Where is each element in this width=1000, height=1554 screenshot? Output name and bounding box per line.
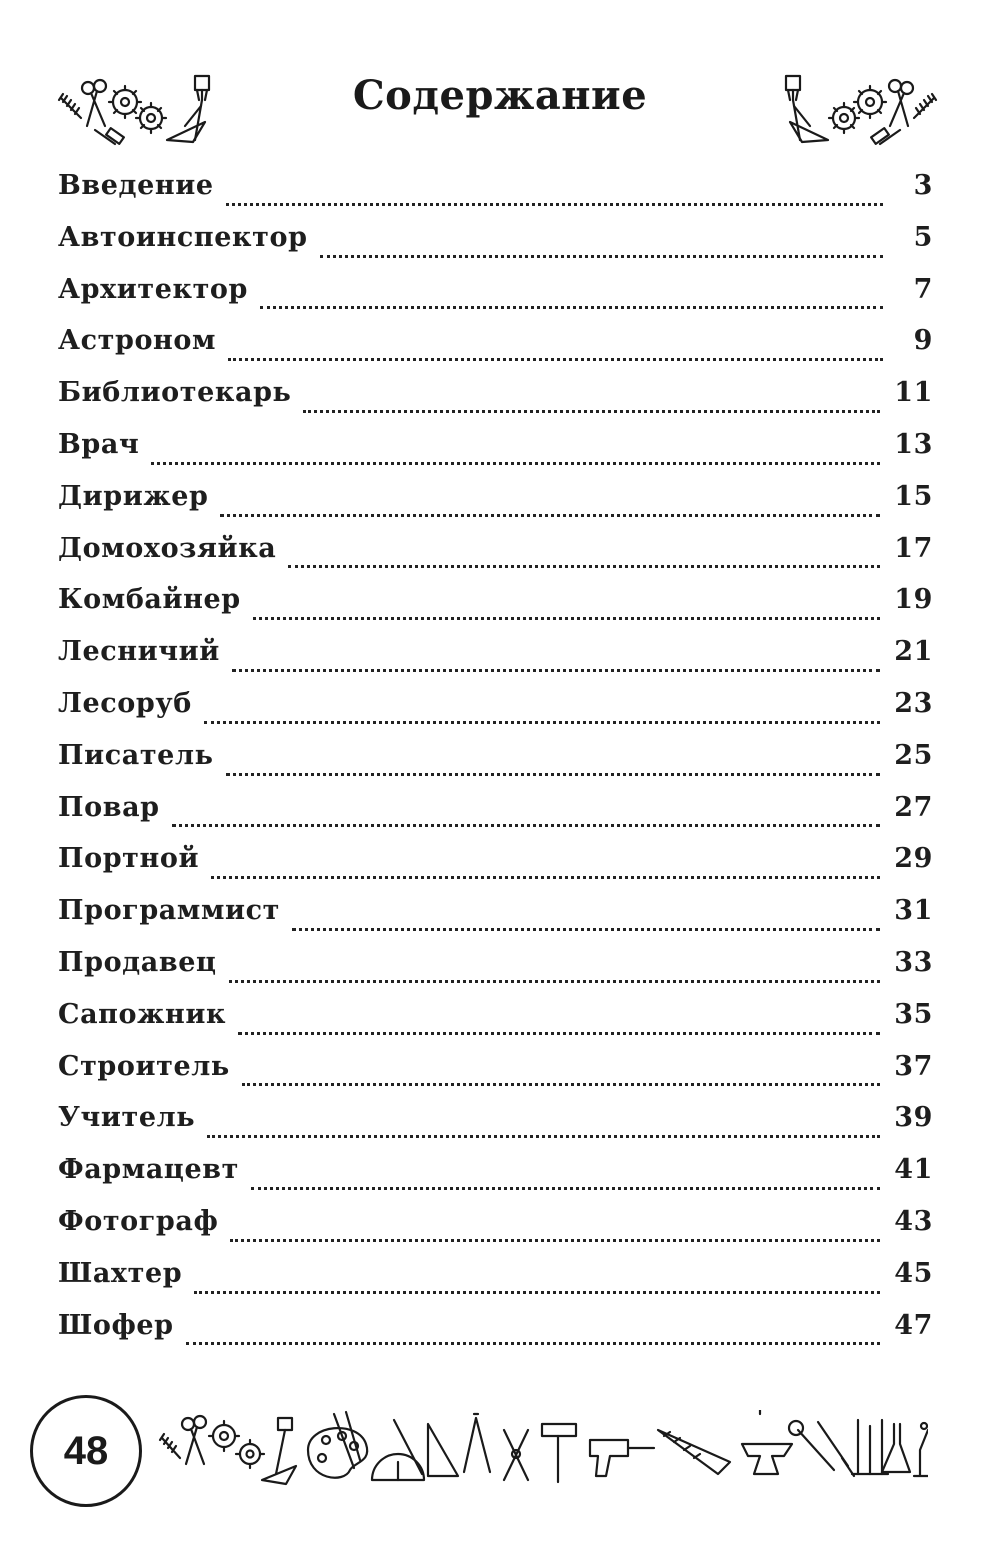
toc-leader-dots	[288, 561, 880, 568]
toc-entry-label: Повар	[58, 791, 160, 823]
toc-entry-label: Писатель	[58, 739, 214, 771]
toc-leader-dots	[204, 717, 880, 724]
toc-entry[interactable]	[58, 1051, 933, 1103]
toc-leader-dots	[151, 458, 880, 465]
toc-entry-page: 45	[894, 1257, 933, 1289]
toc-entry-page: 43	[894, 1205, 933, 1237]
toc-entry-label: Учитель	[58, 1102, 196, 1134]
toc-entry-page: 25	[894, 739, 933, 771]
toc-entry-page: 33	[894, 946, 933, 978]
toc-entry-page: 13	[894, 428, 933, 460]
toc-entry-label: Астроном	[58, 325, 217, 357]
toc-entry-label: Продавец	[58, 946, 217, 978]
toc-leader-dots	[186, 1338, 881, 1345]
toc-entry[interactable]	[58, 170, 933, 222]
toc-entry-label: Домохозяйка	[58, 532, 277, 564]
toc-entry[interactable]	[58, 481, 933, 533]
toc-leader-dots	[242, 1079, 880, 1086]
toc-entry[interactable]	[58, 222, 933, 274]
toc-entry-page: 5	[913, 221, 933, 253]
toc-entry-label: Архитектор	[58, 273, 249, 305]
page-header	[0, 60, 1000, 150]
toc-entry[interactable]	[58, 843, 933, 895]
toc-entry-label: Строитель	[58, 1050, 230, 1082]
toc-entry-label: Лесоруб	[58, 687, 192, 719]
toc-entry-label: Врач	[58, 428, 140, 460]
toc-entry-label: Фармацевт	[58, 1154, 239, 1186]
toc-entry-label: Автоинспектор	[58, 221, 308, 253]
toc-entry[interactable]	[58, 1102, 933, 1154]
toc-leader-dots	[232, 665, 880, 672]
toc-leader-dots	[292, 924, 880, 931]
toc-leader-dots	[320, 251, 883, 258]
toc-entry-page: 17	[894, 532, 933, 564]
toc-entry-page: 19	[894, 584, 933, 616]
toc-entry-page: 31	[894, 895, 933, 927]
toc-leader-dots	[253, 613, 880, 620]
toc-entry[interactable]	[58, 325, 933, 377]
toc-entry[interactable]	[58, 895, 933, 947]
toc-entry-page: 47	[894, 1309, 933, 1341]
page-footer	[0, 1390, 1000, 1520]
toc-entry-page: 15	[894, 480, 933, 512]
toc-entry[interactable]	[58, 274, 933, 326]
toc-entry-page: 9	[913, 325, 933, 357]
toc-entry[interactable]	[58, 999, 933, 1051]
toc-entry-page: 7	[913, 273, 933, 305]
page-number-badge: 48	[30, 1395, 142, 1507]
toc-entry-page: 11	[894, 377, 933, 409]
toc-entry-page: 35	[894, 998, 933, 1030]
toc-leader-dots	[220, 510, 880, 517]
toc-entry-label: Программист	[58, 895, 281, 927]
toc-leader-dots	[260, 302, 883, 309]
toc-entry-label: Введение	[58, 170, 214, 201]
toc-entry-label: Шахтер	[58, 1257, 183, 1289]
toc-leader-dots	[228, 354, 883, 361]
toc-entry-label: Фотограф	[58, 1205, 219, 1237]
toc-entry-page: 23	[894, 687, 933, 719]
toc-leader-dots	[211, 872, 880, 879]
toc-leader-dots	[226, 769, 881, 776]
toc-entry-page: 37	[894, 1050, 933, 1082]
toc-entry-page: 21	[894, 636, 933, 668]
toc-entry[interactable]	[58, 533, 933, 585]
toc-leader-dots	[251, 1183, 880, 1190]
toc-entry-page: 3	[913, 170, 933, 201]
toc-leader-dots	[207, 1131, 880, 1138]
toc-entry-page: 27	[894, 791, 933, 823]
toc-leader-dots	[229, 976, 881, 983]
table-of-contents	[58, 170, 933, 1361]
toc-leader-dots	[238, 1028, 880, 1035]
tools-ornament-icon	[770, 70, 940, 150]
toc-entry[interactable]	[58, 1154, 933, 1206]
toc-entry-label: Дирижер	[58, 480, 209, 512]
toc-entry-page: 29	[894, 843, 933, 875]
toc-leader-dots	[194, 1287, 880, 1294]
toc-entry[interactable]	[58, 1206, 933, 1258]
toc-entry[interactable]	[58, 740, 933, 792]
professions-tools-strip-icon	[158, 1410, 928, 1490]
toc-entry-page: 41	[894, 1154, 933, 1186]
toc-entry[interactable]	[58, 636, 933, 688]
toc-entry-label: Шофер	[58, 1309, 174, 1341]
toc-entry[interactable]	[58, 429, 933, 481]
toc-leader-dots	[303, 406, 880, 413]
toc-entry-label: Комбайнер	[58, 584, 241, 616]
toc-entry-label: Сапожник	[58, 998, 227, 1030]
toc-entry[interactable]	[58, 1258, 933, 1310]
toc-entry[interactable]	[58, 1310, 933, 1362]
toc-entry-page: 39	[894, 1102, 933, 1134]
toc-entry[interactable]	[58, 947, 933, 999]
toc-leader-dots	[230, 1235, 880, 1242]
toc-entry-label: Портной	[58, 843, 200, 875]
toc-leader-dots	[172, 820, 881, 827]
page-title: Содержание	[352, 72, 648, 119]
toc-entry[interactable]	[58, 688, 933, 740]
toc-entry[interactable]	[58, 377, 933, 429]
toc-entry[interactable]	[58, 792, 933, 844]
toc-entry-label: Лесничий	[58, 636, 220, 668]
toc-entry-label: Библиотекарь	[58, 377, 292, 409]
toc-entry[interactable]	[58, 584, 933, 636]
toc-leader-dots	[226, 199, 883, 206]
